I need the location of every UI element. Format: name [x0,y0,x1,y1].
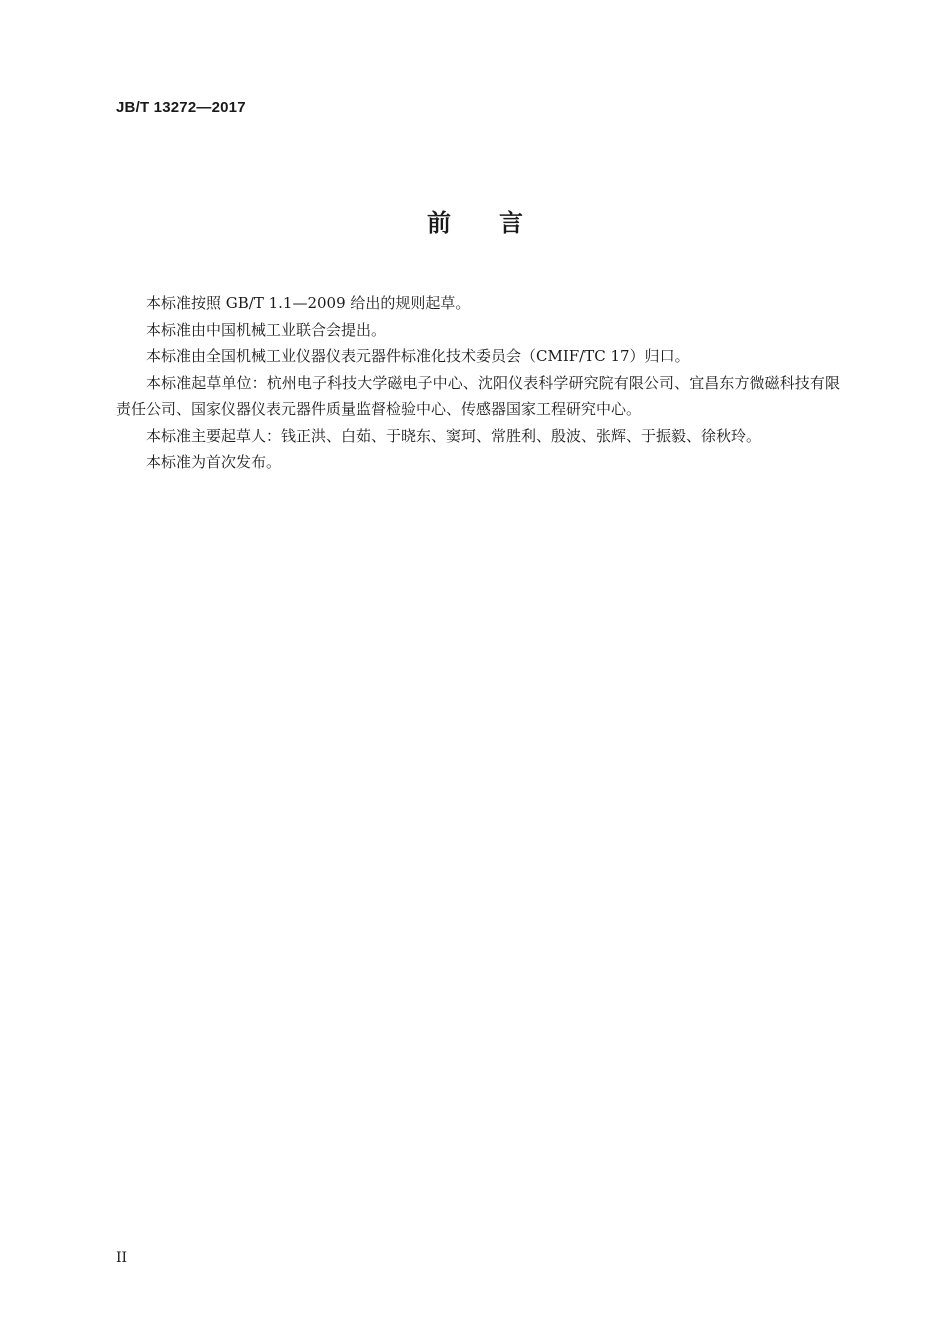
paragraph-first-release: 本标准为首次发布。 [146,453,282,471]
standard-number: JB/T 13272—2017 [116,99,246,116]
page-title [0,203,950,238]
page-number: II [116,1250,128,1266]
paragraph-drafting-rules: 本标准按照 GB/T 1.1—2009 给出的规则起草。 [146,294,471,312]
paragraph-drafting-units: 本标准起草单位：杭州电子科技大学磁电子中心、沈阳仪表科学研究院有限公司、宜昌东方微磁科技有限责任公司、国家仪器仪表元器件质量监督检验中心、传感器国家工程研究中心。 [116,373,840,418]
paragraph-drafters: 本标准主要起草人：钱正洪、白茹、于晓东、窦珂、常胜利、殷波、张辉、于振毅、徐秋玲。 [146,426,762,445]
paragraph-responsible-committee: 本标准由全国机械工业仪器仪表元器件标准化技术委员会（CMIF/TC 17）归口。 [146,347,690,365]
title-char-1: 前 [427,209,451,237]
preface-body [116,290,840,476]
title-char-2: 言 [499,209,523,237]
paragraph-proposer: 本标准由中国机械工业联合会提出。 [146,320,387,339]
